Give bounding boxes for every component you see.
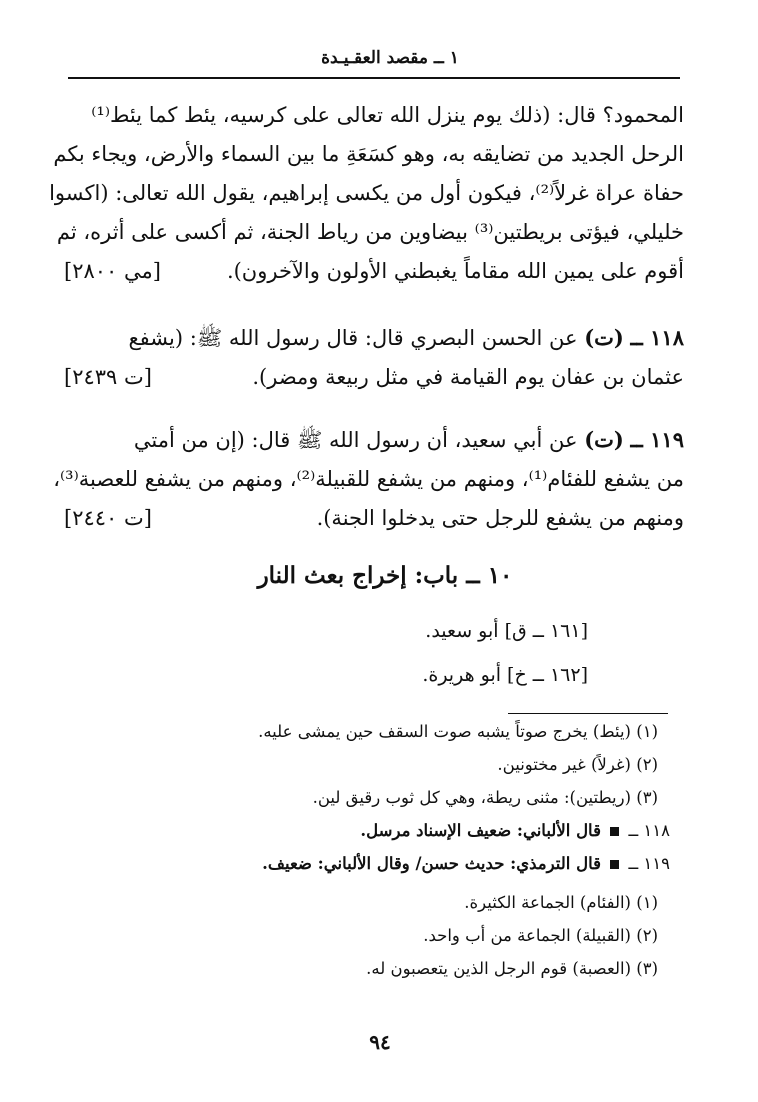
footnote: (٢) (القبيلة) الجماعة من أب واحد.: [423, 926, 658, 945]
header-rule: [68, 77, 680, 79]
section-heading: ١٠ ــ باب: إخراج بعث النار: [257, 562, 513, 589]
text-line: المحمود؟ قال: (ذلك يوم ينزل الله تعالى على كرسيه، يئط كما يئط⁽¹⁾: [91, 103, 684, 127]
hadith-reference: [مي ٢٨٠٠]: [64, 259, 161, 283]
hadith-117-continuation: [49, 96, 684, 291]
grading-text: قال الألباني: ضعيف الإسناد مرسل.: [360, 821, 601, 840]
text-line: أقوم على يمين الله مقاماً يغبطني الأولون والآخرون).: [226, 259, 684, 283]
text-line: من يشفع للفئام⁽¹⁾، ومنهم من يشفع للقبيلة⁽²⁾، ومنهم من يشفع للعصبة⁽³⁾،: [53, 467, 684, 491]
hadith-text: عن الحسن البصري قال: قال رسول الله ﷺ: (يشفع: [128, 326, 578, 350]
text-line: الرحل الجديد من تضايقه به، وهو كسَعَةِ ما بين السماء والأرض، ويجاء بكم: [53, 142, 684, 166]
text-line-last: [64, 252, 684, 291]
hadith-119: [53, 420, 684, 538]
footnote: (٢) (غرلاً) غير مختونين.: [497, 755, 658, 774]
hadith-source: (ت): [584, 427, 624, 452]
text-line: حفاة عراة غرلاً⁽²⁾، فيكون أول من يكسى إبراهيم، يقول الله تعالى: (اكسوا: [49, 181, 684, 205]
grading-note-119: [262, 854, 670, 873]
hadith-text: عن أبي سعيد، أن رسول الله ﷺ قال: (إن من أمتي: [133, 428, 578, 452]
index-reference: [١٦٢ ــ خ] أبو هريرة.: [422, 664, 588, 686]
square-bullet-icon: [610, 827, 619, 836]
square-bullet-icon: [610, 860, 619, 869]
grading-note-118: [360, 821, 670, 840]
footnote: (٣) (ريطتين): مثنى ريطة، وهي كل ثوب رقيق لين.: [312, 788, 658, 807]
text-line: خليلي، فيؤتى بريطتين⁽³⁾ بيضاوين من رياط الجنة، ثم أكسى على أثره، ثم: [56, 220, 684, 244]
footnote: (١) (الفئام) الجماعة الكثيرة.: [464, 893, 658, 912]
grading-number: ١١٨ ــ: [628, 821, 670, 840]
index-reference: [١٦١ ــ ق] أبو سعيد.: [425, 620, 588, 642]
hadith-118: [64, 318, 684, 397]
page-number: ٩٤: [369, 1030, 391, 1054]
hadith-source: (ت): [584, 325, 624, 350]
grading-text: قال الترمذي: حديث حسن/ وقال الألباني: ضعيف.: [262, 854, 601, 873]
text-line-last: [64, 499, 684, 538]
hadith-number: ١١٩ ــ: [630, 427, 684, 452]
text-line: ومنهم من يشفع للرجل حتى يدخلوا الجنة).: [316, 506, 684, 530]
text-line: [64, 420, 684, 460]
footnote: (٣) (العصبة) قوم الرجل الذين يتعصبون له.: [366, 959, 658, 978]
text-line: عثمان بن عفان يوم القيامة في مثل ربيعة ومضر).: [252, 365, 684, 389]
grading-number: ١١٩ ــ: [628, 854, 670, 873]
footnote: (١) (يئط) يخرج صوتاً يشبه صوت السقف حين يمشى عليه.: [258, 722, 658, 741]
running-header: ١ ــ مقصد العقـيـدة: [321, 48, 459, 68]
text-line: [64, 318, 684, 358]
hadith-reference: [ت ٢٤٣٩]: [64, 365, 152, 389]
hadith-reference: [ت ٢٤٤٠]: [64, 506, 152, 530]
hadith-number: ١١٨ ــ: [630, 325, 684, 350]
footnote-rule: [508, 713, 668, 714]
text-line-last: [64, 358, 684, 397]
